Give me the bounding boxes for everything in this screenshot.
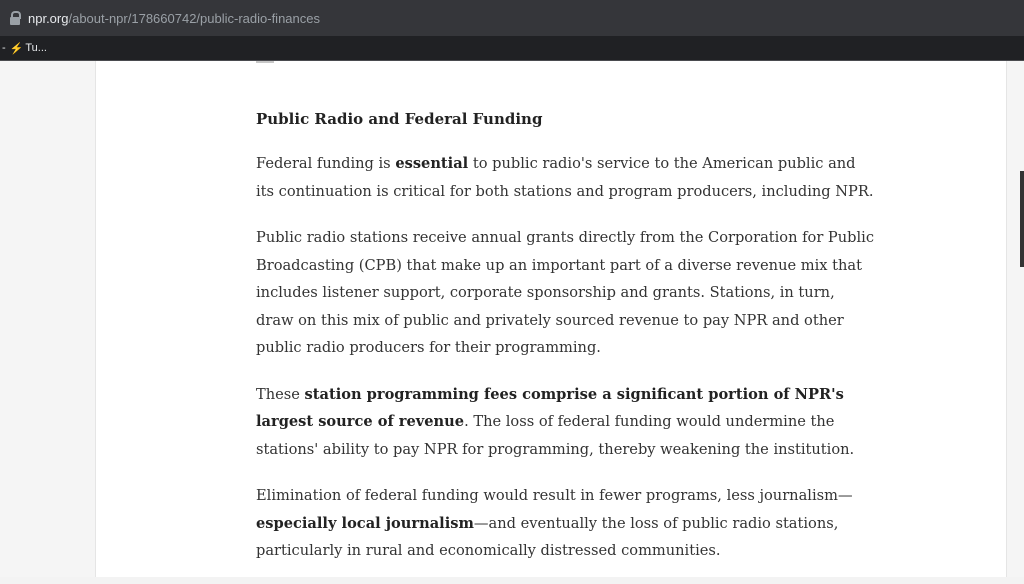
- section-heading: Public Radio and Federal Funding: [256, 110, 543, 128]
- url-domain: npr.org: [28, 10, 69, 26]
- bookmark-separator: -: [2, 42, 6, 54]
- scrollbar-thumb[interactable]: [1020, 171, 1024, 267]
- page-viewport: [0, 61, 1024, 577]
- lock-icon[interactable]: [8, 9, 22, 27]
- article-container: [95, 61, 1007, 577]
- article-body: [256, 106, 876, 584]
- p3-bold: station programming fees comprise a significant portion of NPR's largest source of revenue: [256, 385, 844, 430]
- paragraph-1: [256, 150, 876, 205]
- bookmark-item[interactable]: Tu...: [25, 42, 47, 54]
- p3-text-a: These: [256, 385, 305, 403]
- url-path: /about-npr/178660742/public-radio-finances: [68, 10, 320, 26]
- p4-text-c: —and eventually the loss of public radio stations, particularly in rural and economically distressed communities.: [256, 514, 839, 559]
- url-text[interactable]: [28, 11, 320, 26]
- p4-bold: especially local journalism: [256, 514, 474, 532]
- bookmarks-bar: [0, 36, 1024, 61]
- paragraph-2: Public radio stations receive annual grants directly from the Corporation for Public Broadcasting (CPB) that make up an important part of a diverse revenue mix that includes listener support, corporate sponsorship and grants. Stations, in turn, draw on this mix of public and privately sourced revenue to pay NPR and other public radio producers for their programming.: [256, 229, 874, 356]
- paragraph-4: [256, 482, 876, 565]
- p1-text-c: to public radio's service to the American public and its continuation is critical for both stations and program producers, including NPR.: [256, 155, 874, 200]
- truncated-text-fragment: [256, 61, 274, 63]
- p3-text-c: . The loss of federal funding would undermine the stations' ability to pay NPR for programming, thereby weakening the institution.: [256, 413, 855, 458]
- p1-text-a: Federal funding is: [256, 155, 396, 172]
- paragraph-3: [256, 381, 876, 464]
- p4-text-a: Elimination of federal funding would result in fewer programs, less journalism—: [256, 487, 853, 504]
- address-bar[interactable]: [0, 0, 1024, 36]
- bolt-icon: ⚡: [9, 42, 24, 55]
- p1-bold: essential: [395, 155, 469, 172]
